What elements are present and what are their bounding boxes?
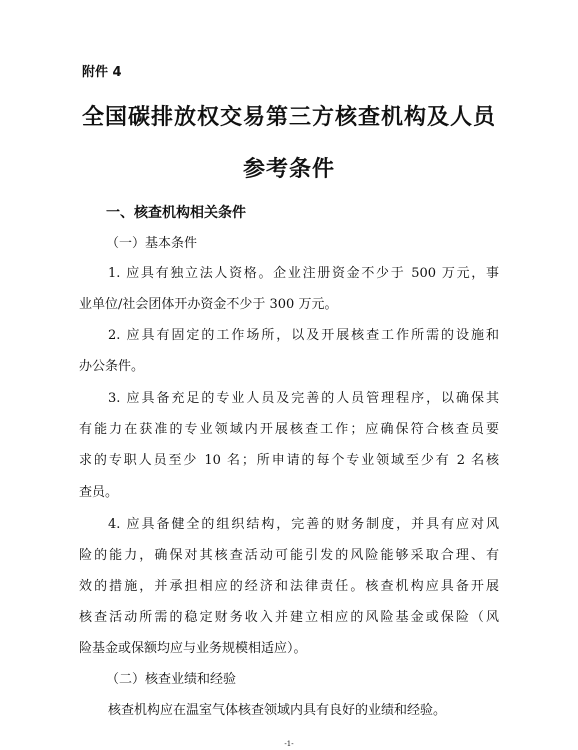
paragraph-line: 求的专职人员至少 10 名；所申请的每个专业领域至少有 2 名核	[79, 453, 499, 468]
paragraph-line: 核查机构应在温室气体核查领域内具有良好的业绩和经验。	[108, 703, 447, 718]
paragraph-line: 核查活动所需的稳定财务收入并建立相应的风险基金或保险（风	[79, 610, 499, 625]
paragraph-line: 效的措施，并承担相应的经济和法律责任。核查机构应具备开展	[79, 579, 499, 594]
paragraph-line: 3. 应具备充足的专业人员及完善的人员管理程序，以确保其	[108, 391, 499, 406]
subsection-heading-experience: （二）核查业绩和经验	[106, 672, 237, 687]
paragraph-line: 险的能力，确保对其核查活动可能引发的风险能够采取合理、有	[79, 548, 499, 563]
subsection-heading-basic: （一）基本条件	[106, 236, 198, 251]
paragraph-line: 查员。	[79, 485, 119, 500]
paragraph-line: 办公条件。	[79, 359, 145, 374]
document-title-line-2: 参考条件	[242, 157, 335, 182]
attachment-label: 附件 4	[82, 65, 122, 80]
paragraph-line: 2. 应具有固定的工作场所，以及开展核查工作所需的设施和	[108, 328, 499, 343]
paragraph-line: 1. 应具有独立法人资格。企业注册资金不少于 500 万元，事	[108, 266, 499, 281]
paragraph-line: 4. 应具备健全的组织结构，完善的财务制度，并具有应对风	[108, 517, 499, 532]
paragraph-line: 有能力在获准的专业领域内开展核查工作；应确保符合核查员要	[79, 422, 499, 437]
section-heading: 一、核查机构相关条件	[106, 205, 246, 221]
paragraph-line: 业单位/社会团体开办资金不少于 300 万元。	[79, 297, 338, 312]
page-number: -1-	[284, 740, 294, 748]
paragraph-line: 险基金或保额均应与业务规模相适应）。	[79, 641, 307, 656]
document-title-line-1: 全国碳排放权交易第三方核查机构及人员	[81, 105, 496, 130]
